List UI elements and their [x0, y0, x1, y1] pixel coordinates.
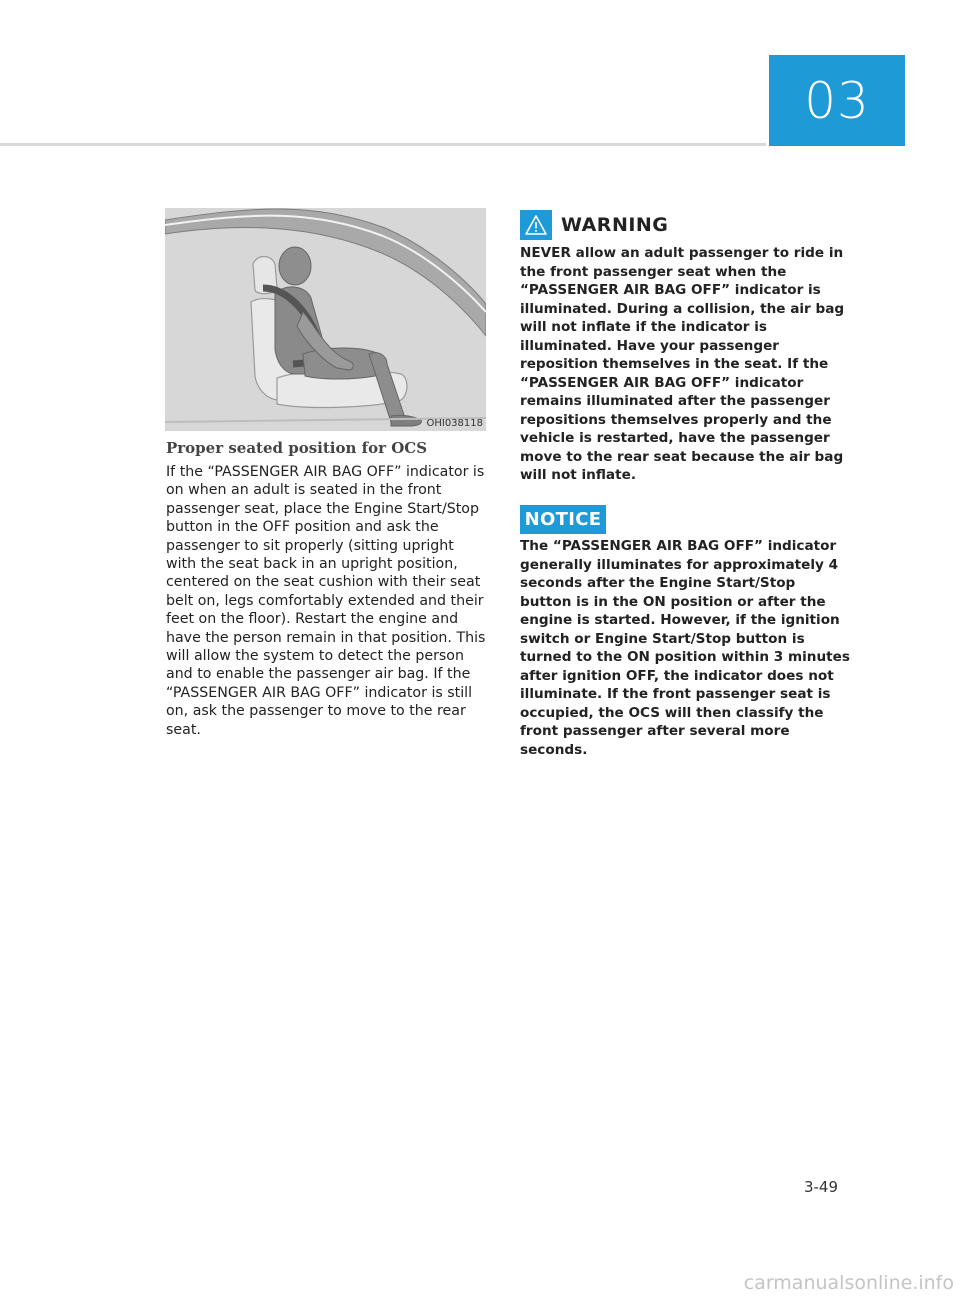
notice-text: The “PASSENGER AIR BAG OFF” indicator generally illuminates for approximately 4 seconds after the Engine Start/Stop button is in the ON position or after the engine is started. However, if the ignition switch or Engine Start/Stop button is turned to the ON position within 3 minutes after ignition OFF, the indicator does not illuminate. If the front passenger seat is occupied, the OCS will then classify the front passenger after several more seconds.: [520, 538, 850, 758]
warning-text: NEVER allow an adult passenger to ride in the front passenger seat when the “PASSENGER AIR BAG OFF” indicator is illuminated. During a collision, the air bag will not inflate if the indicator is illuminated. Have your passenger reposition themselves in the seat. If the “PASSENGER AIR BAG OFF” indicator remains illuminated after the passenger repositions themselves properly and the vehicle is restarted, have the passenger move to the rear seat because the air bag will not inflate.: [520, 245, 845, 483]
body-paragraph: If the “PASSENGER AIR BAG OFF” indicator is on when an adult is seated in the front passenger seat, place the Engine Start/Stop button in the OFF position and ask the passenger to sit properly (sitting upright with the seat back in an upright position, centered on the seat cushion with their seat belt on, legs comfortably extended and their feet on the floor). Restart the engine and have the person remain in that position. This will allow the system to detect the person and to enable the passenger air bag. If the “PASSENGER AIR BAG OFF” indicator is still on, ask the passenger to move to the rear seat.: [166, 464, 486, 738]
figure-caption: Proper seated position for OCS: [166, 439, 428, 457]
chapter-tab: [769, 55, 905, 146]
warning-title: WARNING: [561, 214, 669, 236]
header-divider: [0, 143, 766, 146]
seated-position-illustration: [165, 208, 486, 431]
warning-triangle-icon: [520, 210, 552, 240]
seated-dummy-drawing: [165, 208, 486, 431]
chapter-number: 03: [804, 71, 870, 130]
notice-badge: [520, 505, 606, 534]
figure-code: OHI038118: [426, 418, 483, 429]
page-number: 3-49: [803, 1178, 838, 1196]
watermark: carmanualsonline.info: [743, 1272, 954, 1294]
notice-label: NOTICE: [524, 509, 602, 530]
warning-header: [520, 210, 668, 240]
